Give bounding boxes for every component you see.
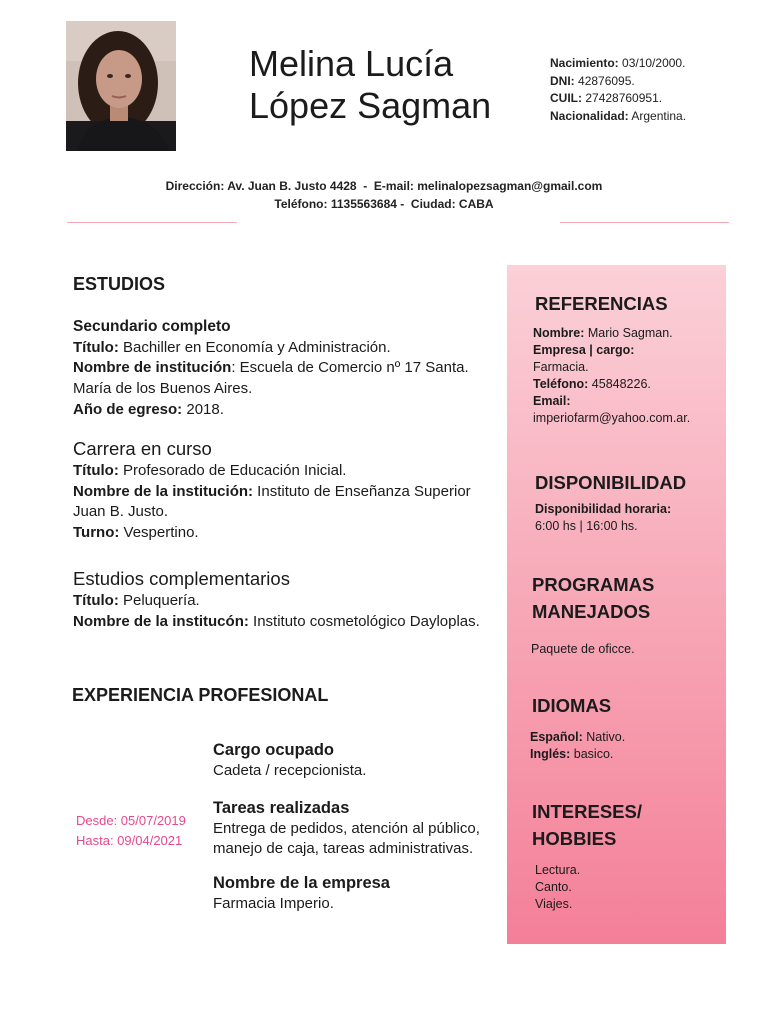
career-shift-row: Turno: Vespertino. xyxy=(73,524,199,542)
career-heading: Carrera en curso xyxy=(73,438,212,459)
contact-line-1: Dirección: Av. Juan B. Justo 4428 - E-mail: melinalopezsagman@gmail.com xyxy=(165,179,603,193)
availability-title: DISPONIBILIDAD xyxy=(535,472,687,493)
date-from: Desde: 05/07/2019 xyxy=(76,813,186,828)
position-value: Cadeta / recepcionista. xyxy=(213,762,367,779)
divider-right xyxy=(560,222,729,223)
references-title: REFERENCIAS xyxy=(535,293,668,314)
complementary-title-row: Título: Peluquería. xyxy=(73,592,200,609)
company-value: Farmacia Imperio. xyxy=(213,895,334,912)
contact-line-2: Teléfono: 1135563684 - Ciudad: CABA xyxy=(274,197,494,211)
personal-info xyxy=(550,55,686,125)
tasks-label: Tareas realizadas xyxy=(213,799,350,817)
divider-left xyxy=(67,222,237,223)
full-name xyxy=(249,43,491,127)
job-company xyxy=(213,873,503,914)
interests-title: INTERESES/ HOBBIES xyxy=(532,801,642,849)
career-studies xyxy=(73,437,503,544)
reference-email: imperiofarm@yahoo.com.ar. xyxy=(533,411,691,425)
job-tasks xyxy=(213,798,503,858)
cuil-row: CUIL: 27428760951. xyxy=(550,91,663,105)
studies-title: ESTUDIOS xyxy=(73,274,166,294)
programs-value: Paquete de oficce. xyxy=(531,642,635,656)
secondary-heading: Secundario completo xyxy=(73,318,231,335)
references-info: Nombre: Mario Sagman. Empresa | cargo: Farmacia. Teléfono: 45848226. Email: imperiofarm@yahoo.com.ar. xyxy=(533,325,718,427)
profile-photo xyxy=(66,21,176,151)
birth-row: Nacimiento: 03/10/2000. xyxy=(550,56,686,70)
experience-dates xyxy=(76,811,186,851)
interests-list xyxy=(535,862,580,913)
programs-title: PROGRAMAS MANEJADOS xyxy=(532,574,655,622)
secondary-year-row: Año de egreso: 2018. xyxy=(73,400,224,418)
position-label: Cargo ocupado xyxy=(213,741,335,759)
secondary-institution-row: Nombre de institución: Escuela de Comercio nº 17 Santa. María de los Buenos Aires. xyxy=(73,359,469,398)
interest-item: Viajes. xyxy=(535,897,573,911)
name-line-2: López Sagman xyxy=(249,85,492,126)
name-line-1: Melina Lucía xyxy=(249,43,454,84)
nationality-row: Nacionalidad: Argentina. xyxy=(550,108,687,123)
availability-info: Disponibilidad horaria: 6:00 hs | 16:00 hs. xyxy=(535,502,672,533)
career-institution-row: Nombre de la institución: Instituto de Enseñanza Superior Juan B. Justo. xyxy=(73,482,471,521)
secondary-studies xyxy=(73,317,503,421)
complementary-institution-row: Nombre de la institucón: Instituto cosmetológico Dayloplas. xyxy=(73,612,480,630)
dni-row: DNI: 42876095. xyxy=(550,73,635,88)
job-position xyxy=(213,740,503,781)
career-title-row: Título: Profesorado de Educación Inicial. xyxy=(73,462,347,479)
complementary-studies xyxy=(73,567,503,632)
secondary-title-row: Título: Bachiller en Economía y Administración. xyxy=(73,338,391,356)
interest-item: Lectura. xyxy=(535,863,581,877)
languages-title: IDIOMAS xyxy=(532,695,612,716)
interest-item: Canto. xyxy=(535,880,572,894)
company-label: Nombre de la empresa xyxy=(213,874,390,892)
contact-info xyxy=(0,177,768,213)
tasks-value: Entrega de pedidos, atención al público, manejo de caja, tareas administrativas. xyxy=(213,820,480,857)
languages-info: Español: Nativo. Inglés: basico. xyxy=(530,730,626,761)
complementary-heading: Estudios complementarios xyxy=(73,568,290,589)
date-to: Hasta: 09/04/2021 xyxy=(76,833,183,848)
experience-title: EXPERIENCIA PROFESIONAL xyxy=(72,685,329,705)
